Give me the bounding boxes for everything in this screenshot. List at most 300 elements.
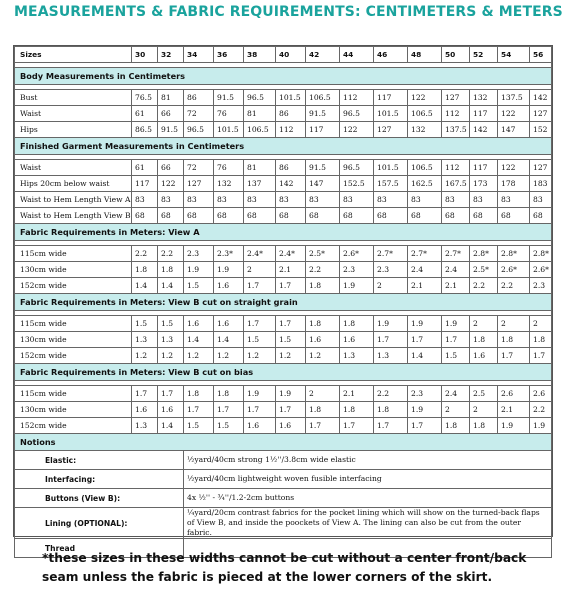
table-cell: 68 [276, 208, 306, 224]
table-cell: 68 [530, 208, 552, 224]
table-cell: 1.7 [276, 316, 306, 332]
table-cell: 1.9 [276, 386, 306, 402]
notion-row [15, 508, 552, 539]
table-cell: 2.5* [306, 246, 340, 262]
table-cell: 1.9 [340, 278, 374, 294]
table-cell: 1.8 [214, 386, 244, 402]
notion-label: Lining (OPTIONAL): [15, 508, 184, 539]
size-header: 44 [340, 47, 374, 63]
table-cell: 96.5 [184, 122, 214, 138]
table-cell: 1.8 [374, 402, 408, 418]
table-cell: 1.9 [408, 402, 442, 418]
table-row [15, 90, 552, 106]
table-cell: 1.8 [158, 262, 184, 278]
table-cell: 72 [184, 160, 214, 176]
table-cell: 1.8 [306, 278, 340, 294]
table-cell: 83 [530, 192, 552, 208]
table-row [15, 386, 552, 402]
row-label: 115cm wide [15, 246, 132, 262]
notion-value: 4x ½'' - ¾''/1.2-2cm buttons [184, 489, 552, 508]
notion-row [15, 489, 552, 508]
table-cell: 2 [306, 386, 340, 402]
row-label: Waist [15, 106, 132, 122]
table-cell: 2.1 [408, 278, 442, 294]
size-header: 46 [374, 47, 408, 63]
table-cell: 68 [408, 208, 442, 224]
table-cell: 101.5 [374, 160, 408, 176]
table-cell: 132 [214, 176, 244, 192]
table-cell: 1.8 [470, 332, 498, 348]
table-cell: 1.8 [442, 418, 470, 434]
table-cell: 2.7* [374, 246, 408, 262]
table-cell: 1.6 [276, 418, 306, 434]
table-cell: 2.3 [340, 262, 374, 278]
table-cell: 2.4 [442, 262, 470, 278]
table-cell: 2.3 [184, 246, 214, 262]
table-cell: 2 [244, 262, 276, 278]
table-row [15, 278, 552, 294]
table-cell: 1.2 [132, 348, 158, 364]
page-title: MEASUREMENTS & FABRIC REQUIREMENTS: CENTIMETERS & METERS [14, 4, 563, 20]
section-title: Finished Garment Measurements in Centimeters [15, 138, 552, 155]
table-cell: 127 [530, 106, 552, 122]
table-cell: 122 [408, 90, 442, 106]
row-label: 115cm wide [15, 386, 132, 402]
table-cell: 1.2 [158, 348, 184, 364]
footnote [42, 549, 542, 587]
table-cell: 1.5 [442, 348, 470, 364]
table-cell: 127 [374, 122, 408, 138]
table-cell: 147 [498, 122, 530, 138]
table-cell: 1.6 [306, 332, 340, 348]
table-cell: 1.6 [214, 278, 244, 294]
table-cell: 2.3 [408, 386, 442, 402]
table-cell: 1.7 [244, 402, 276, 418]
table-cell: 72 [184, 106, 214, 122]
footnote-line-1: *these sizes in these widths cannot be cut without a center front/back [42, 551, 527, 565]
table-cell: 2.1 [442, 278, 470, 294]
table-cell: 122 [340, 122, 374, 138]
table-cell: 1.7 [132, 386, 158, 402]
table-cell: 83 [374, 192, 408, 208]
table-cell: 1.8 [340, 316, 374, 332]
notions-header [15, 434, 552, 451]
table-cell: 1.5 [184, 278, 214, 294]
row-label: 130cm wide [15, 332, 132, 348]
table-cell: 1.8 [498, 332, 530, 348]
header-label: Sizes [15, 47, 132, 63]
table-cell: 2.7* [442, 246, 470, 262]
table-cell: 86 [276, 106, 306, 122]
table-cell: 2.8* [470, 246, 498, 262]
table-cell: 1.6 [244, 418, 276, 434]
table-cell: 1.5 [158, 316, 184, 332]
table-cell: 2 [470, 402, 498, 418]
table-row [15, 106, 552, 122]
table-cell: 1.4 [158, 418, 184, 434]
table-cell: 1.8 [470, 418, 498, 434]
table-cell: 1.5 [276, 332, 306, 348]
section-title: Body Measurements in Centimeters [15, 68, 552, 85]
table-cell: 2.1 [498, 402, 530, 418]
size-header: 42 [306, 47, 340, 63]
table-cell: 2.2 [530, 402, 552, 418]
table-cell: 83 [470, 192, 498, 208]
table-cell: 142 [276, 176, 306, 192]
table-cell: 122 [498, 160, 530, 176]
table-cell: 68 [340, 208, 374, 224]
measurements-table [14, 46, 552, 558]
table-cell: 1.6 [158, 402, 184, 418]
table-cell: 2.1 [276, 262, 306, 278]
table-cell: 68 [244, 208, 276, 224]
table-cell: 76.5 [132, 90, 158, 106]
table-cell: 2 [530, 316, 552, 332]
table-cell: 101.5 [276, 90, 306, 106]
table-cell: 152.5 [340, 176, 374, 192]
table-cell: 1.5 [214, 418, 244, 434]
table-cell: 1.2 [306, 348, 340, 364]
table-cell: 1.8 [530, 332, 552, 348]
table-cell: 117 [132, 176, 158, 192]
table-cell: 127 [442, 90, 470, 106]
table-cell: 1.4 [184, 332, 214, 348]
table-cell: 83 [158, 192, 184, 208]
table-cell: 83 [132, 192, 158, 208]
section-header [15, 294, 552, 311]
table-cell: 66 [158, 106, 184, 122]
table-cell: 1.9 [244, 386, 276, 402]
table-cell: 2.6 [530, 386, 552, 402]
table-cell: 106.5 [244, 122, 276, 138]
table-cell: 81 [244, 160, 276, 176]
table-row [15, 176, 552, 192]
table-cell: 2.4* [276, 246, 306, 262]
table-row [15, 192, 552, 208]
table-cell: 1.3 [374, 348, 408, 364]
table-cell: 2 [470, 316, 498, 332]
table-cell: 2.4* [244, 246, 276, 262]
table-cell: 1.4 [132, 278, 158, 294]
table-cell: 1.9 [442, 316, 470, 332]
notions-title: Notions [15, 434, 552, 451]
table-cell: 101.5 [214, 122, 244, 138]
section-title: Fabric Requirements in Meters: View A [15, 224, 552, 241]
row-label: 115cm wide [15, 316, 132, 332]
table-cell: 1.7 [244, 278, 276, 294]
table-cell: 1.6 [132, 402, 158, 418]
table-cell: 76 [214, 160, 244, 176]
table-cell: 137.5 [442, 122, 470, 138]
table-cell: 83 [442, 192, 470, 208]
table-cell: 1.7 [276, 402, 306, 418]
row-label: 130cm wide [15, 402, 132, 418]
table-cell: 1.7 [244, 316, 276, 332]
table-cell: 2.3* [214, 246, 244, 262]
size-header: 40 [276, 47, 306, 63]
table-cell: 1.2 [214, 348, 244, 364]
table-cell: 68 [214, 208, 244, 224]
table-cell: 112 [340, 90, 374, 106]
table-cell: 132 [470, 90, 498, 106]
table-cell: 112 [442, 106, 470, 122]
table-row [15, 418, 552, 434]
notion-label: Buttons (View B): [15, 489, 184, 508]
table-cell: 122 [498, 106, 530, 122]
table-body [15, 47, 552, 558]
table-cell: 1.3 [158, 332, 184, 348]
section-title: Fabric Requirements in Meters: View B cut on bias [15, 364, 552, 381]
table-cell: 1.5 [184, 418, 214, 434]
table-cell: 68 [184, 208, 214, 224]
table-cell: 1.7 [442, 332, 470, 348]
table-cell: 132 [408, 122, 442, 138]
table-cell: 91.5 [306, 160, 340, 176]
table-cell: 68 [306, 208, 340, 224]
table-cell: 81 [158, 90, 184, 106]
table-cell: 2.2 [306, 262, 340, 278]
table-cell: 1.6 [340, 332, 374, 348]
table-cell: 162.5 [408, 176, 442, 192]
table-cell: 91.5 [214, 90, 244, 106]
table-cell: 83 [408, 192, 442, 208]
size-header: 54 [498, 47, 530, 63]
table-cell: 127 [530, 160, 552, 176]
size-header: 38 [244, 47, 276, 63]
table-cell: 1.7 [276, 278, 306, 294]
table-cell: 1.5 [244, 332, 276, 348]
table-cell: 2.8* [498, 246, 530, 262]
table-cell: 1.8 [306, 316, 340, 332]
table-cell: 1.7 [498, 348, 530, 364]
notion-value: ½yard/40cm strong 1½''/3.8cm wide elastic [184, 451, 552, 470]
size-header: 36 [214, 47, 244, 63]
notion-row [15, 451, 552, 470]
table-cell: 1.7 [530, 348, 552, 364]
table-cell: 1.6 [470, 348, 498, 364]
header-row [15, 47, 552, 63]
table-cell: 1.9 [530, 418, 552, 434]
table-cell: 1.7 [408, 332, 442, 348]
table-cell: 2.8* [530, 246, 552, 262]
table-cell: 1.9 [184, 262, 214, 278]
table-cell: 2.5* [470, 262, 498, 278]
table-row [15, 262, 552, 278]
table-cell: 1.3 [132, 332, 158, 348]
table-cell: 2.2 [374, 386, 408, 402]
table-cell: 2.6 [498, 386, 530, 402]
table-cell: 117 [470, 106, 498, 122]
table-row [15, 316, 552, 332]
table-cell: 117 [374, 90, 408, 106]
table-cell: 106.5 [408, 106, 442, 122]
row-label: 152cm wide [15, 278, 132, 294]
table-cell: 83 [214, 192, 244, 208]
table-cell: 86 [184, 90, 214, 106]
table-cell: 1.8 [340, 402, 374, 418]
table-cell: 61 [132, 160, 158, 176]
notion-value: ½yard/40cm lightweight woven fusible interfacing [184, 470, 552, 489]
table-cell: 96.5 [244, 90, 276, 106]
table-cell: 173 [470, 176, 498, 192]
table-cell: 1.9 [408, 316, 442, 332]
row-label: Waist to Hem Length View A [15, 192, 132, 208]
table-cell: 1.8 [184, 386, 214, 402]
table-cell: 2.3 [530, 278, 552, 294]
table-cell: 106.5 [408, 160, 442, 176]
table-cell: 1.8 [306, 402, 340, 418]
table-row [15, 402, 552, 418]
table-cell: 61 [132, 106, 158, 122]
section-header [15, 364, 552, 381]
size-header: 32 [158, 47, 184, 63]
table-cell: 178 [498, 176, 530, 192]
table-cell: 86.5 [132, 122, 158, 138]
row-label: 152cm wide [15, 348, 132, 364]
table-cell: 1.9 [214, 262, 244, 278]
row-label: Waist to Hem Length View B [15, 208, 132, 224]
table-cell: 2.6* [498, 262, 530, 278]
table-cell: 1.5 [132, 316, 158, 332]
table-cell: 96.5 [340, 160, 374, 176]
table-cell: 2.1 [340, 386, 374, 402]
table-cell: 117 [306, 122, 340, 138]
table-cell: 1.4 [408, 348, 442, 364]
table-cell: 1.8 [132, 262, 158, 278]
table-cell: 142 [470, 122, 498, 138]
section-header [15, 68, 552, 85]
size-header: 50 [442, 47, 470, 63]
table-cell: 1.7 [374, 418, 408, 434]
table-cell: 2 [442, 402, 470, 418]
size-header: 56 [530, 47, 552, 63]
table-cell: 1.6 [184, 316, 214, 332]
row-label: Waist [15, 160, 132, 176]
table-cell: 1.9 [374, 316, 408, 332]
table-cell: 117 [470, 160, 498, 176]
table-cell: 2 [374, 278, 408, 294]
table-row [15, 332, 552, 348]
section-header [15, 224, 552, 241]
table-cell: 1.4 [158, 278, 184, 294]
table-cell: 2.2 [158, 246, 184, 262]
table-cell: 68 [374, 208, 408, 224]
table-cell: 66 [158, 160, 184, 176]
table-cell: 142 [530, 90, 552, 106]
table-cell: 1.7 [306, 418, 340, 434]
table-cell: 68 [132, 208, 158, 224]
row-label: Hips [15, 122, 132, 138]
table-cell: 83 [340, 192, 374, 208]
table-cell: 2.2 [498, 278, 530, 294]
table-cell: 112 [442, 160, 470, 176]
table-cell: 183 [530, 176, 552, 192]
table-cell: 2.4 [408, 262, 442, 278]
row-label: Hips 20cm below waist [15, 176, 132, 192]
table-cell: 2.2 [132, 246, 158, 262]
table-cell: 86 [276, 160, 306, 176]
table-cell: 83 [184, 192, 214, 208]
table-cell: 1.7 [340, 418, 374, 434]
table-row [15, 246, 552, 262]
table-cell: 2.6* [530, 262, 552, 278]
table-cell: 81 [244, 106, 276, 122]
table-cell: 147 [306, 176, 340, 192]
table-row [15, 208, 552, 224]
row-label: Bust [15, 90, 132, 106]
notion-label: Elastic: [15, 451, 184, 470]
table-cell: 1.7 [408, 418, 442, 434]
table-cell: 83 [498, 192, 530, 208]
table-cell: 91.5 [158, 122, 184, 138]
row-label: 130cm wide [15, 262, 132, 278]
table-row [15, 160, 552, 176]
table-cell: 167.5 [442, 176, 470, 192]
footnote-line-2: seam unless the fabric is pieced at the lower corners of the skirt. [42, 570, 493, 584]
table-cell: 2.5 [470, 386, 498, 402]
size-header: 34 [184, 47, 214, 63]
table-cell: 91.5 [306, 106, 340, 122]
table-cell: 157.5 [374, 176, 408, 192]
table-cell: 112 [276, 122, 306, 138]
table-cell: 122 [158, 176, 184, 192]
section-title: Fabric Requirements in Meters: View B cut on straight grain [15, 294, 552, 311]
table-cell: 101.5 [374, 106, 408, 122]
notion-row [15, 470, 552, 489]
table-cell: 1.2 [184, 348, 214, 364]
table-cell: 1.4 [214, 332, 244, 348]
notion-value: ¼yard/20cm contrast fabrics for the pocket lining which will show on the turned-back flaps of View B, and inside the poockets of View A. The lining can also be cut from the outer fabric. [184, 508, 552, 539]
table-cell: 2.4 [442, 386, 470, 402]
table-cell: 1.3 [340, 348, 374, 364]
table-cell: 1.7 [184, 402, 214, 418]
table-cell: 1.3 [132, 418, 158, 434]
table-cell: 83 [276, 192, 306, 208]
table-cell: 1.2 [244, 348, 276, 364]
size-header: 30 [132, 47, 158, 63]
table-row [15, 122, 552, 138]
table-cell: 152 [530, 122, 552, 138]
table-cell: 76 [214, 106, 244, 122]
table-cell: 2.7* [408, 246, 442, 262]
table-cell: 96.5 [340, 106, 374, 122]
table-cell: 2.2 [470, 278, 498, 294]
table-cell: 1.2 [276, 348, 306, 364]
table-cell: 106.5 [306, 90, 340, 106]
table-cell: 68 [442, 208, 470, 224]
table-cell: 137.5 [498, 90, 530, 106]
size-header: 48 [408, 47, 442, 63]
notion-label: Thread [15, 539, 184, 558]
table-cell: 68 [158, 208, 184, 224]
table-cell: 1.9 [498, 418, 530, 434]
table-cell: 68 [470, 208, 498, 224]
table-cell: 1.7 [374, 332, 408, 348]
table-cell: 2.3 [374, 262, 408, 278]
notion-label: Interfacing: [15, 470, 184, 489]
table-cell: 127 [184, 176, 214, 192]
table-cell: 1.7 [214, 402, 244, 418]
table-cell: 83 [306, 192, 340, 208]
table-row [15, 348, 552, 364]
table-cell: 83 [244, 192, 276, 208]
table-cell: 2 [498, 316, 530, 332]
table-cell: 2.6* [340, 246, 374, 262]
table-cell: 68 [498, 208, 530, 224]
table-cell: 1.6 [214, 316, 244, 332]
table-cell: 137 [244, 176, 276, 192]
section-header [15, 138, 552, 155]
